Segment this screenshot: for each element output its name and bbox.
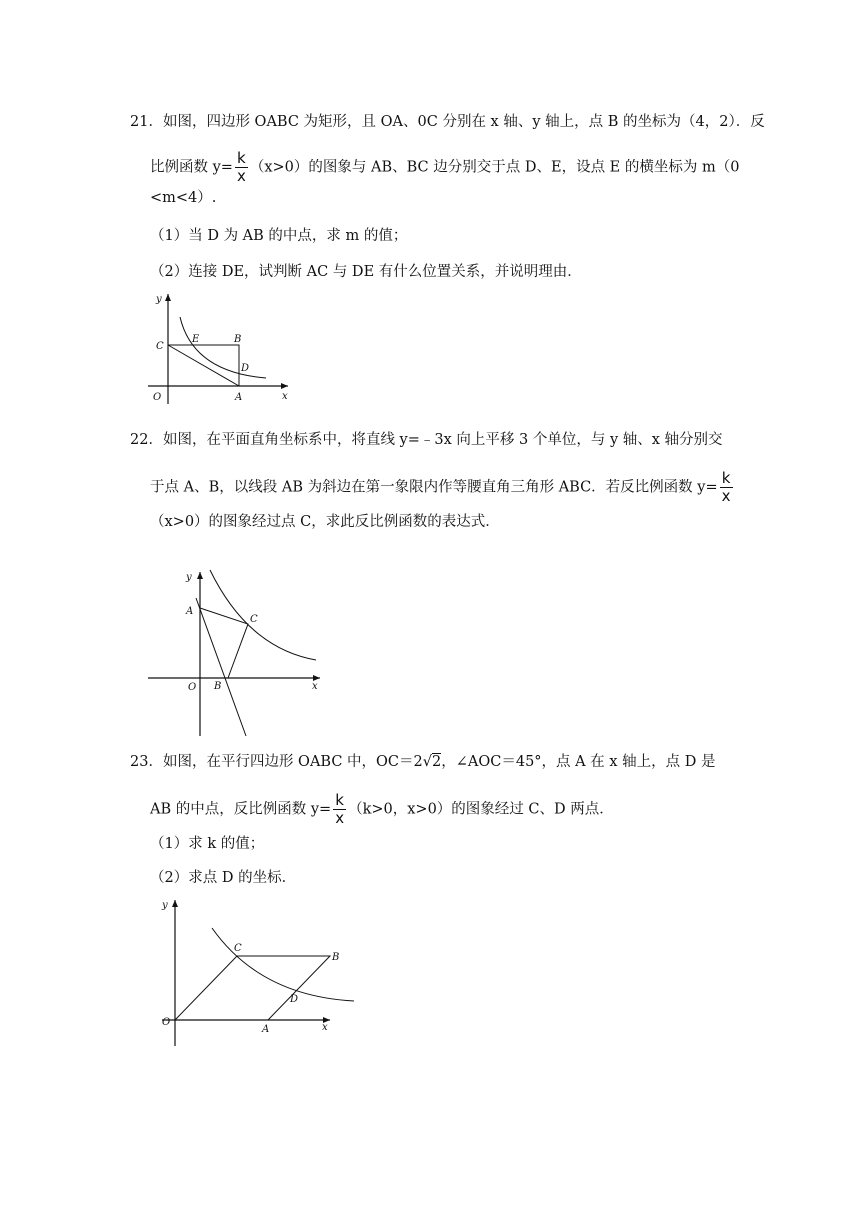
label-d: D [290, 994, 299, 1005]
p21-q1: （1）当 D 为 AB 的中点，求 m 的值； [150, 228, 408, 244]
p21-line2-text-b: （x>0）的图象与 AB、BC 边分别交于点 D、E，设点 E 的横坐标为 m（0 [249, 159, 740, 176]
p22-line2 [150, 470, 735, 505]
label-y: y [156, 294, 162, 305]
p23-q2: （2）求点 D 的坐标． [150, 870, 297, 886]
label-b: B [234, 334, 242, 345]
p23-line1 [130, 752, 715, 772]
p23-line1-text-b: ，∠AOC＝45°，点 A 在 x 轴上，点 D 是 [441, 754, 716, 770]
p22-line1: 22．如图，在平面直角坐标系中，将直线 y=﹣3x 向上平移 3 个单位，与 y 轴、x 轴分别交 [130, 432, 723, 448]
p22-line2-text: 于点 A、B，以线段 AB 为斜边在第一象限内作等腰直角三角形 ABC．若反比例函数 y= [150, 479, 718, 496]
label-o: O [188, 682, 197, 693]
p21-fraction [235, 150, 248, 185]
label-b: B [332, 952, 340, 963]
fraction-numerator: k [333, 792, 346, 810]
p23-line1-text-a: 23．如图，在平行四边形 OABC 中，OC＝2 [130, 754, 423, 770]
p21-line3: <m<4）. [150, 190, 217, 206]
p21-line2-text-a: 比例函数 y= [150, 159, 233, 176]
p23-q1: （1）求 k 的值； [150, 836, 265, 852]
fraction-denominator: x [236, 167, 246, 185]
label-a: A [235, 392, 243, 403]
p22-line3: （x>0）的图象经过点 C，求此反比例函数的表达式． [150, 514, 500, 530]
label-d: D [241, 363, 250, 374]
label-x: x [312, 681, 318, 692]
label-e: E [192, 334, 200, 345]
fraction-denominator: x [335, 809, 345, 827]
p23-fraction [333, 792, 346, 827]
p23-line2-text-b: （k>0，x>0）的图象经过 C、D 两点． [348, 801, 614, 818]
label-y: y [162, 900, 168, 911]
label-x: x [282, 391, 288, 402]
fraction-numerator: k [720, 470, 733, 488]
p23-line2-text-a: AB 的中点，反比例函数 y= [150, 801, 332, 818]
label-b: B [214, 681, 222, 692]
fraction-denominator: x [721, 487, 731, 505]
sqrt-radicand: 2 [432, 754, 442, 770]
p21-line1: 21．如图，四边形 OABC 为矩形，且 OA、0C 分别在 x 轴、y 轴上，点 B 的坐标为（4，2）．反 [130, 114, 765, 130]
p21-q2: （2）连接 DE，试判断 AC 与 DE 有什么位置关系，并说明理由． [150, 264, 582, 280]
sqrt-symbol: √ [422, 754, 433, 770]
p23-figure [150, 898, 360, 1048]
label-o: O [153, 392, 162, 403]
label-a: A [262, 1024, 270, 1035]
fraction-numerator: k [235, 150, 248, 168]
p23-line2 [150, 792, 614, 827]
p21-line2 [150, 150, 739, 185]
p22-fraction [720, 470, 733, 505]
label-x: x [322, 1022, 328, 1033]
p21-figure [148, 292, 298, 412]
label-c: C [234, 943, 242, 954]
p22-figure [148, 568, 338, 738]
label-y: y [186, 572, 192, 583]
label-a: A [186, 606, 194, 617]
label-c: C [156, 341, 164, 352]
label-o: O [162, 1017, 171, 1028]
label-c: C [250, 614, 258, 625]
